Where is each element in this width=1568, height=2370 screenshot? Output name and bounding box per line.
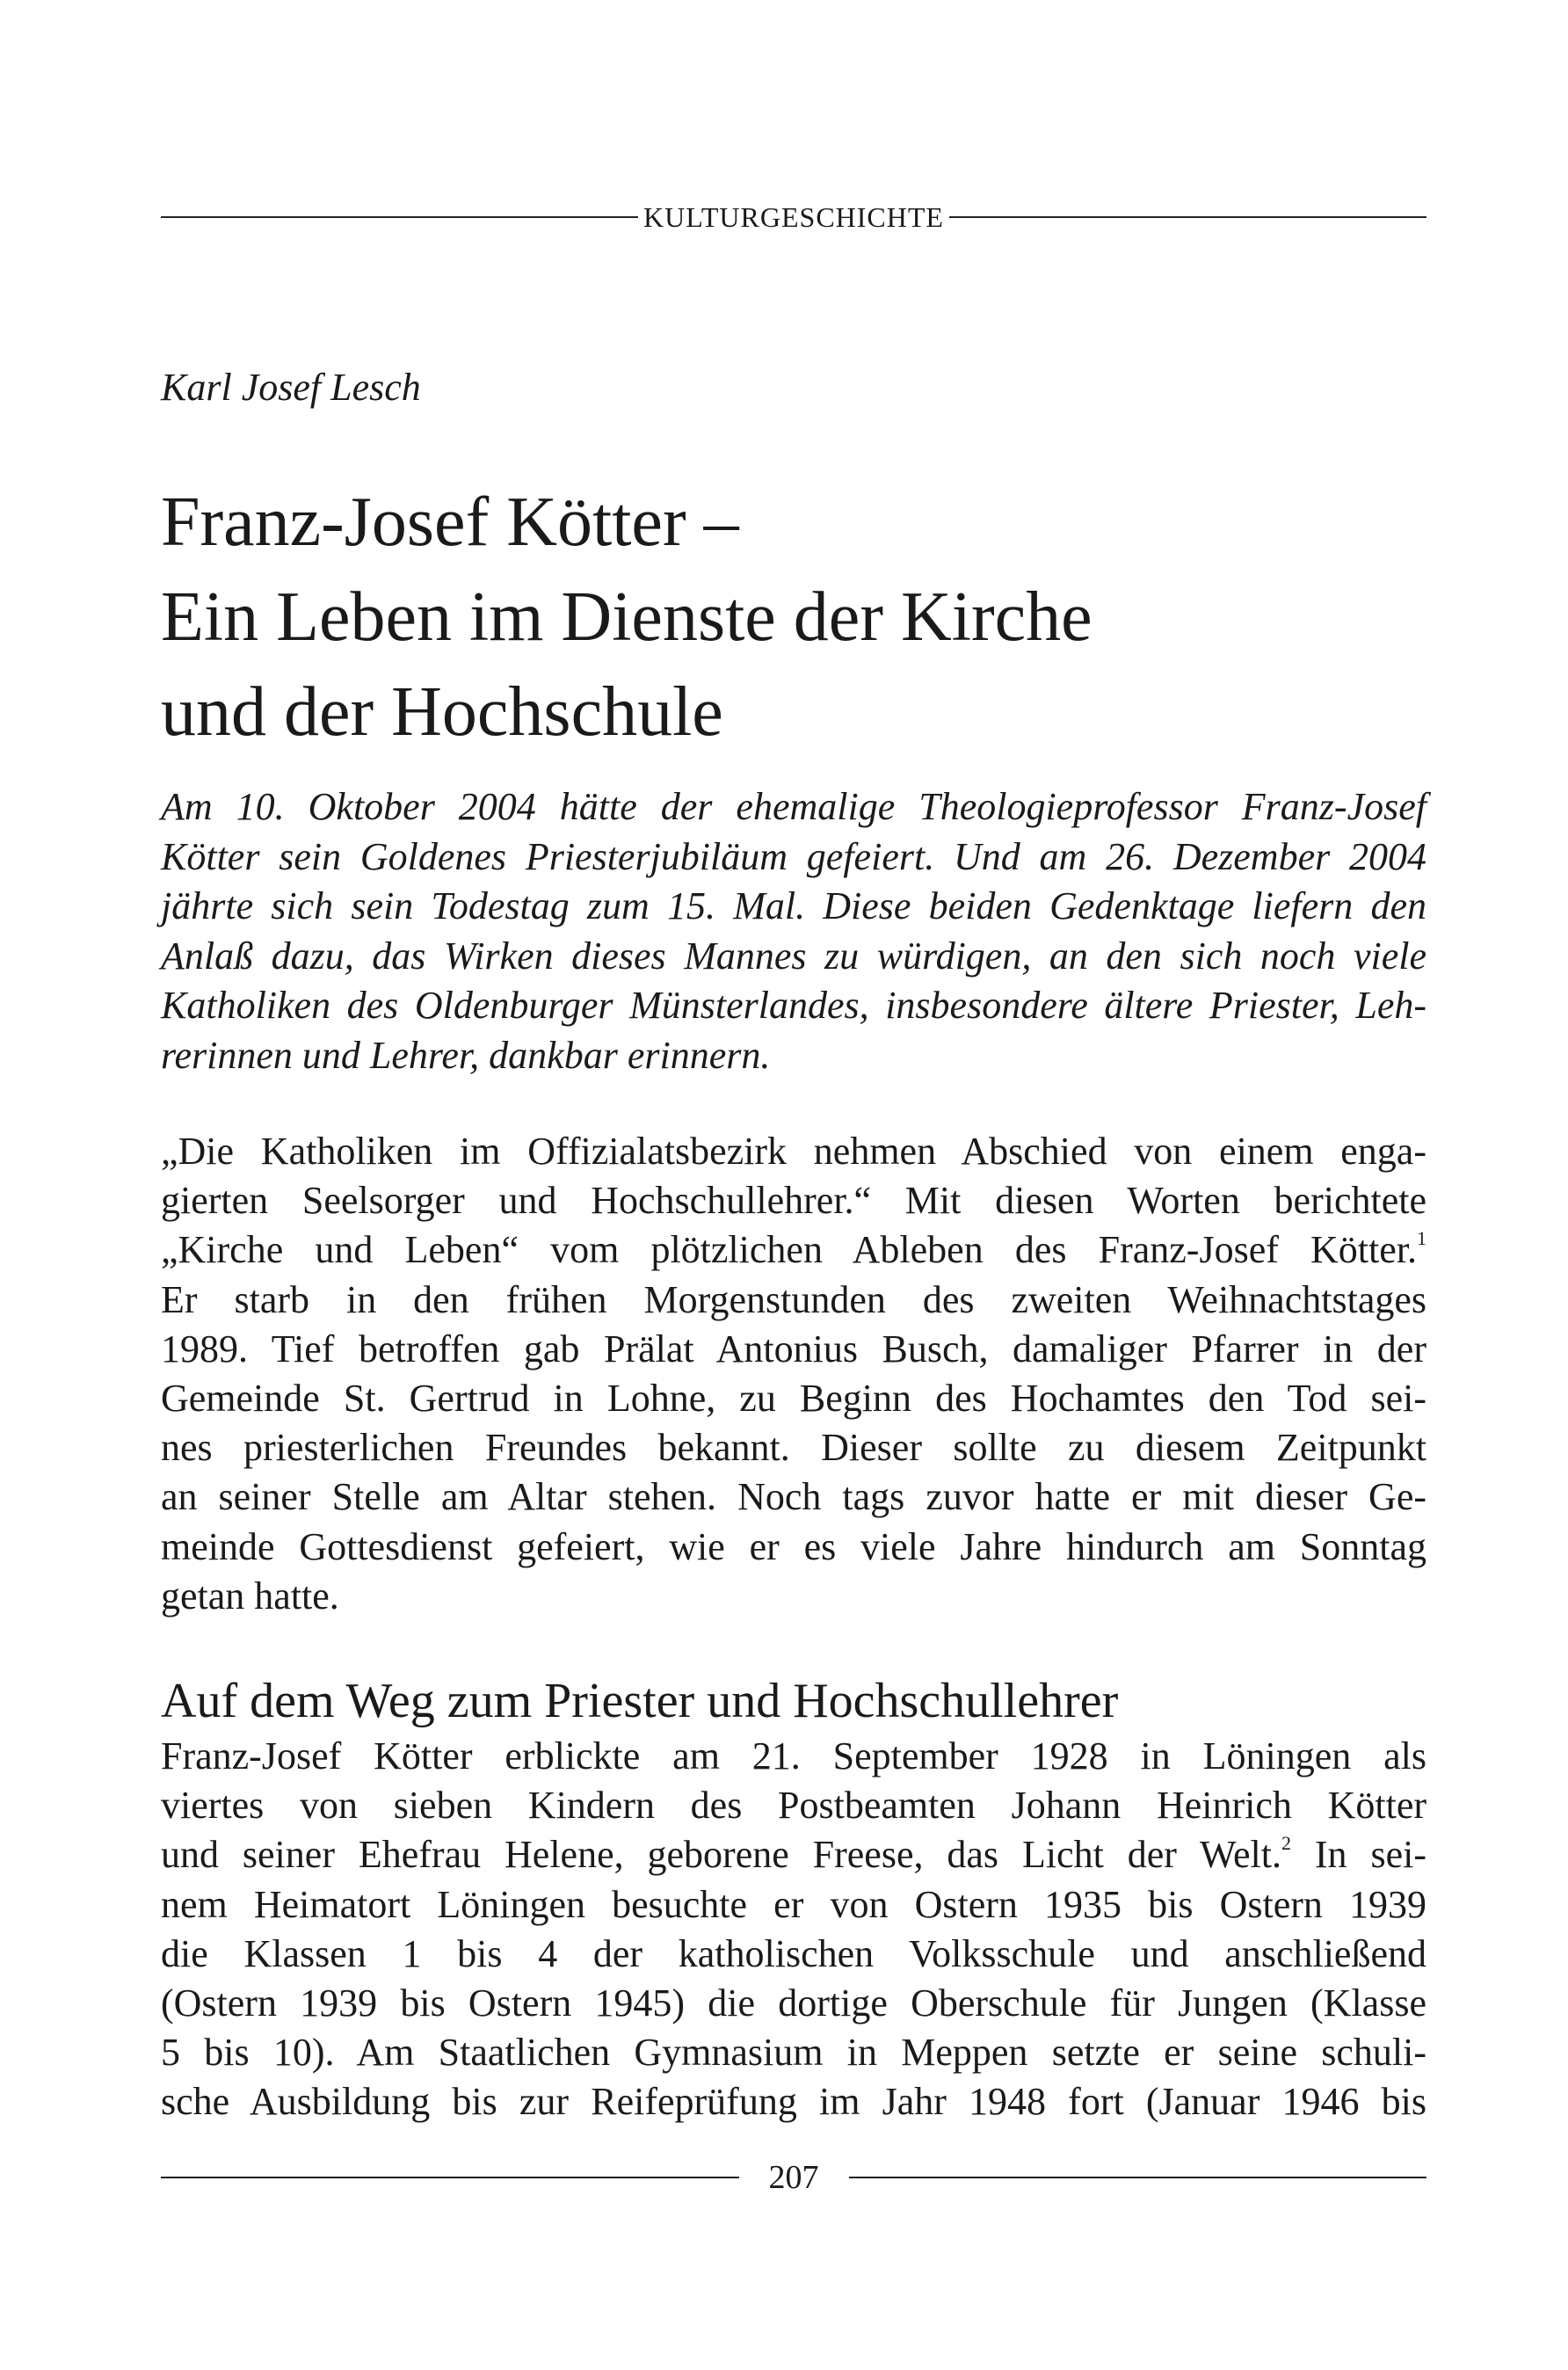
body-line bbox=[161, 1225, 1426, 1275]
body-line-text: und seiner Ehefrau Helene, geborene Freese, das Licht der Welt. bbox=[161, 1833, 1281, 1877]
lead-line: rerinnen und Lehrer, dankbar erinnern. bbox=[161, 1033, 771, 1077]
title-line: und der Hochschule bbox=[161, 673, 723, 751]
body-line: meinde Gottesdienst gefeiert, wie er es viele Jahre hindurch am Sonntag bbox=[161, 1524, 1426, 1568]
footnote-ref: 1 bbox=[1417, 1227, 1426, 1250]
body-line: Franz-Josef Kötter erblickte am 21. September 1928 in Löningen als bbox=[161, 1734, 1426, 1778]
title-line: Franz-Josef Kötter – bbox=[161, 483, 739, 561]
lead-line: Anlaß dazu, das Wirken dieses Mannes zu würdigen, an den sich noch viele bbox=[161, 934, 1426, 978]
title-line: Ein Leben im Dienste der Kirche bbox=[161, 578, 1093, 656]
body-line: (Ostern 1939 bis Ostern 1945) die dortige Oberschule für Jungen (Klasse bbox=[161, 1981, 1426, 2025]
lead-paragraph bbox=[161, 782, 1426, 1080]
intro-paragraph bbox=[161, 1127, 1426, 1621]
lead-line: Kötter sein Goldenes Priesterjubiläum gefeiert. Und am 26. Dezember 2004 bbox=[161, 834, 1426, 878]
header-rule-right bbox=[949, 216, 1426, 218]
body-line bbox=[161, 1830, 1426, 1879]
body-line: 1989. Tief betroffen gab Prälat Antonius Busch, damaliger Pfarrer in der bbox=[161, 1327, 1426, 1370]
footer-rule-left bbox=[161, 2177, 739, 2178]
footer-rule-right bbox=[849, 2177, 1427, 2178]
section-paragraph bbox=[161, 1732, 1426, 2127]
body-line: sche Ausbildung bis zur Reifeprüfung im Jahr 1948 fort (Januar 1946 bis bbox=[161, 2080, 1426, 2124]
article-title bbox=[161, 475, 1426, 760]
body-line-text: „Kirche und Leben“ vom plötzlichen Ableben des Franz-Josef Kötter. bbox=[161, 1228, 1417, 1272]
section-heading: Auf dem Weg zum Priester und Hochschullehrer bbox=[161, 1674, 1119, 1728]
body-line: Gemeinde St. Gertrud in Lohne, zu Beginn des Hochamtes den Tod sei- bbox=[161, 1377, 1426, 1421]
body-line: nes priesterlichen Freundes bekannt. Dieser sollte zu diesem Zeitpunkt bbox=[161, 1426, 1426, 1470]
body-line: Er starb in den frühen Morgenstunden des zweiten Weihnachtstages bbox=[161, 1277, 1426, 1321]
page-footer bbox=[161, 2156, 1426, 2199]
body-line: „Die Katholiken im Offizialatsbezirk nehmen Abschied von einem enga- bbox=[161, 1130, 1426, 1173]
body-line: an seiner Stelle am Altar stehen. Noch tags zuvor hatte er mit dieser Ge- bbox=[161, 1475, 1426, 1519]
body-line: viertes von sieben Kindern des Postbeamten Johann Heinrich Kötter bbox=[161, 1784, 1426, 1828]
lead-line: Katholiken des Oldenburger Münsterlandes, insbesondere ältere Priester, Leh- bbox=[161, 984, 1426, 1027]
body-line: 5 bis 10). Am Staatlichen Gymnasium in Meppen setzte er seine schuli- bbox=[161, 2031, 1426, 2075]
running-head bbox=[161, 195, 1426, 239]
page-number: 207 bbox=[768, 2159, 819, 2196]
body-line-tail: In sei- bbox=[1291, 1833, 1426, 1877]
lead-line: Am 10. Oktober 2004 hätte der ehemalige Theologieprofessor Franz-Josef bbox=[161, 785, 1426, 828]
body-line: gierten Seelsorger und Hochschullehrer.“ Mit diesen Worten berichtete bbox=[161, 1179, 1426, 1223]
body-line: getan hatte. bbox=[161, 1574, 339, 1618]
author-name: Karl Josef Lesch bbox=[161, 366, 421, 409]
section-label: KULTURGESCHICHTE bbox=[643, 200, 944, 233]
lead-line: jährte sich sein Todestag zum 15. Mal. Diese beiden Gedenktage liefern den bbox=[161, 884, 1426, 927]
header-rule-left bbox=[161, 216, 638, 218]
body-line: die Klassen 1 bis 4 der katholischen Volksschule und anschließend bbox=[161, 1931, 1426, 1975]
body-line: nem Heimatort Löningen besuchte er von Ostern 1935 bis Ostern 1939 bbox=[161, 1882, 1426, 1926]
footnote-ref: 2 bbox=[1281, 1832, 1291, 1855]
